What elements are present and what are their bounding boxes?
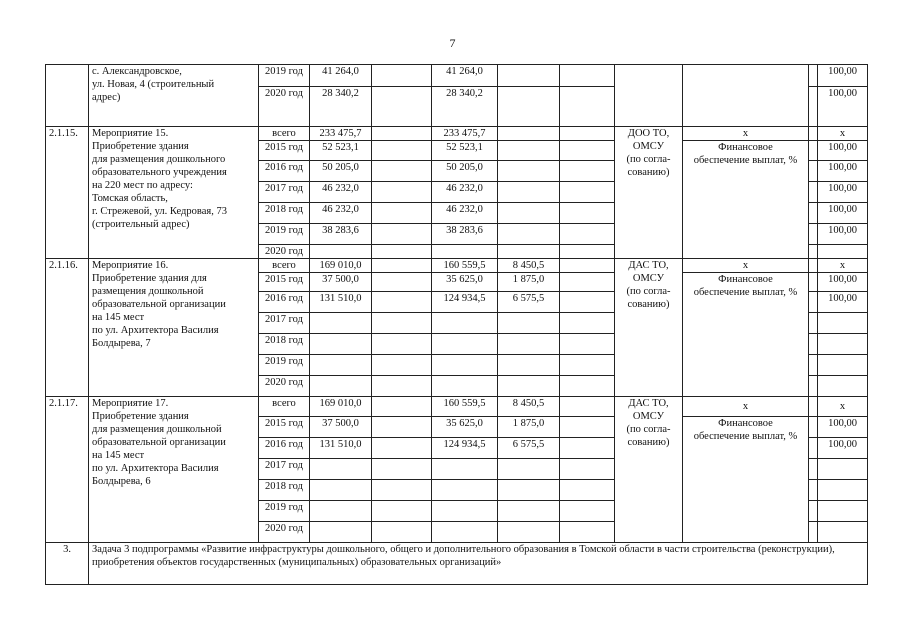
table-row [46,127,868,141]
budget-cell [560,292,615,313]
budget-cell [372,459,432,480]
budget-cell [432,334,498,355]
percent-cell: x [818,127,868,141]
responsible-cell: ДАС ТО, ОМСУ (по согла- сованию) [615,259,683,397]
budget-cell: 41 264,0 [432,65,498,87]
budget-cell: 233 475,7 [432,127,498,141]
budget-cell: 160 559,5 [432,259,498,273]
year-cell: 2019 год [259,65,310,87]
total-cell [310,313,372,334]
budget-cell [560,273,615,292]
total-cell: 37 500,0 [310,417,372,438]
budget-cell [372,417,432,438]
budget-cell [560,355,615,376]
budget-cell [372,355,432,376]
indicator-x-cell: x [683,397,809,417]
year-cell: 2016 год [259,292,310,313]
budget-cell [372,522,432,543]
budget-cell [432,459,498,480]
total-cell [310,459,372,480]
percent-cell: 100,00 [818,203,868,224]
budget-cell [560,224,615,245]
budget-cell: 38 283,6 [432,224,498,245]
budget-cell [560,417,615,438]
total-cell: 233 475,7 [310,127,372,141]
budget-cell: 46 232,0 [432,182,498,203]
budget-cell [372,182,432,203]
budget-cell [372,161,432,182]
budget-cell [498,501,560,522]
item-description-cell: Мероприятие 16. Приобретение здания для размещения дошкольной образовательной организации на 145 мест по ул. Архитектора Василия Болдырева, 7 [89,259,259,397]
budget-cell [498,224,560,245]
total-cell: 169 010,0 [310,259,372,273]
spacer-cell [809,334,818,355]
year-cell: 2019 год [259,501,310,522]
percent-cell [818,376,868,397]
year-cell: 2016 год [259,161,310,182]
budget-cell [560,161,615,182]
year-cell: всего [259,397,310,417]
indicator-x-cell: x [683,127,809,141]
budget-cell [432,376,498,397]
total-cell [310,355,372,376]
percent-cell [818,245,868,259]
spacer-cell [809,245,818,259]
budget-cell [372,87,432,127]
total-cell [310,501,372,522]
percent-cell: 100,00 [818,417,868,438]
budget-cell [432,522,498,543]
budget-cell [432,355,498,376]
item-description-cell: Мероприятие 15. Приобретение здания для размещения дошкольного образовательного учреждения на 220 мест по адресу: Томская область, г. Стрежевой, ул. Кедровая, 73 (строительный адрес) [89,127,259,259]
spacer-cell [809,203,818,224]
percent-cell: 100,00 [818,438,868,459]
budget-cell [432,480,498,501]
table-row [46,65,868,87]
year-cell: всего [259,127,310,141]
budget-cell [372,313,432,334]
budget-cell [498,141,560,161]
budget-cell [560,259,615,273]
year-cell: 2019 год [259,224,310,245]
indicator-cell: Финансовое обеспечение выплат, % [683,273,809,397]
total-cell: 52 523,1 [310,141,372,161]
budget-cell [498,376,560,397]
budget-cell: 46 232,0 [432,203,498,224]
percent-cell: 100,00 [818,141,868,161]
year-cell: 2015 год [259,273,310,292]
percent-cell: 100,00 [818,292,868,313]
program-activities-table [45,64,868,585]
budget-cell [372,273,432,292]
budget-cell: 8 450,5 [498,397,560,417]
budget-cell [372,376,432,397]
budget-cell [498,459,560,480]
spacer-cell [809,161,818,182]
budget-cell [560,141,615,161]
item-number-cell: 2.1.17. [46,397,89,543]
total-cell: 28 340,2 [310,87,372,127]
indicator-cell: Финансовое обеспечение выплат, % [683,141,809,259]
total-cell: 46 232,0 [310,182,372,203]
budget-cell [372,438,432,459]
budget-cell [560,438,615,459]
budget-cell: 8 450,5 [498,259,560,273]
budget-cell [372,203,432,224]
spacer-cell [809,438,818,459]
year-cell: 2020 год [259,522,310,543]
budget-cell [498,182,560,203]
percent-cell: 100,00 [818,65,868,87]
budget-cell [560,313,615,334]
total-cell: 37 500,0 [310,273,372,292]
task-number-cell: 3. [46,543,89,585]
budget-cell [498,522,560,543]
budget-cell [498,203,560,224]
page-number: 7 [449,36,456,50]
spacer-cell [809,292,818,313]
budget-cell [372,141,432,161]
budget-cell [432,313,498,334]
indicator-x-cell: x [683,259,809,273]
budget-cell [560,480,615,501]
budget-cell [372,480,432,501]
percent-cell: 100,00 [818,87,868,127]
table-row [46,397,868,417]
budget-cell [560,65,615,87]
task-title-cell: Задача 3 подпрограммы «Развитие инфраструктуры дошкольного, общего и дополнительного образования в Томской области в части строительства (реконструкции), приобретения объектов государственных (муниципальных) образовательных организаций» [89,543,868,585]
percent-cell [818,480,868,501]
spacer-cell [809,480,818,501]
budget-cell [498,334,560,355]
budget-cell [372,397,432,417]
budget-cell [560,203,615,224]
table-row [46,259,868,273]
budget-cell: 1 875,0 [498,273,560,292]
budget-cell [372,224,432,245]
spacer-cell [809,522,818,543]
budget-cell [372,245,432,259]
total-cell: 169 010,0 [310,397,372,417]
budget-cell: 1 875,0 [498,417,560,438]
total-cell: 131 510,0 [310,438,372,459]
spacer-cell [809,501,818,522]
budget-cell: 52 523,1 [432,141,498,161]
total-cell: 50 205,0 [310,161,372,182]
budget-cell: 35 625,0 [432,273,498,292]
budget-cell [498,313,560,334]
year-cell: 2018 год [259,480,310,501]
percent-cell: 100,00 [818,161,868,182]
budget-cell [498,161,560,182]
percent-cell [818,522,868,543]
percent-cell: x [818,259,868,273]
year-cell: 2016 год [259,438,310,459]
spacer-cell [809,417,818,438]
responsible-cell: ДОО ТО, ОМСУ (по согла- сованию) [615,127,683,259]
year-cell: 2020 год [259,245,310,259]
budget-cell [498,245,560,259]
percent-cell [818,313,868,334]
budget-cell [560,245,615,259]
budget-cell: 124 934,5 [432,438,498,459]
budget-cell [372,292,432,313]
budget-cell [372,127,432,141]
budget-cell [560,501,615,522]
item-number-cell: 2.1.16. [46,259,89,397]
budget-cell [560,127,615,141]
budget-cell [498,65,560,87]
spacer-cell [809,459,818,480]
year-cell: 2015 год [259,417,310,438]
budget-cell [560,87,615,127]
total-cell [310,480,372,501]
total-cell [310,245,372,259]
budget-cell: 50 205,0 [432,161,498,182]
spacer-cell [809,355,818,376]
budget-cell [560,397,615,417]
budget-cell [432,501,498,522]
total-cell: 46 232,0 [310,203,372,224]
item-description-cell: Мероприятие 17. Приобретение здания для размещения дошкольной образовательной организации на 145 мест по ул. Архитектора Василия Болдырева, 6 [89,397,259,543]
year-cell: 2015 год [259,141,310,161]
percent-cell [818,334,868,355]
percent-cell [818,501,868,522]
budget-cell: 28 340,2 [432,87,498,127]
budget-cell [432,245,498,259]
percent-cell: 100,00 [818,273,868,292]
percent-cell: x [818,397,868,417]
percent-cell: 100,00 [818,182,868,203]
total-cell [310,376,372,397]
year-cell: 2017 год [259,459,310,480]
budget-cell: 35 625,0 [432,417,498,438]
table-row [46,543,868,585]
total-cell: 131 510,0 [310,292,372,313]
year-cell: 2019 год [259,355,310,376]
spacer-cell [809,182,818,203]
year-cell: 2020 год [259,376,310,397]
percent-cell [818,355,868,376]
year-cell: 2018 год [259,334,310,355]
year-cell: 2017 год [259,182,310,203]
budget-cell [498,87,560,127]
budget-cell [498,480,560,501]
year-cell: 2020 год [259,87,310,127]
budget-cell: 124 934,5 [432,292,498,313]
budget-cell [560,522,615,543]
year-cell: всего [259,259,310,273]
spacer-cell [809,313,818,334]
spacer-cell [809,127,818,141]
total-cell [310,334,372,355]
indicator-cell: Финансовое обеспечение выплат, % [683,417,809,543]
spacer-cell [809,397,818,417]
budget-cell [560,376,615,397]
year-cell: 2018 год [259,203,310,224]
percent-cell: 100,00 [818,224,868,245]
budget-cell: 6 575,5 [498,292,560,313]
spacer-cell [809,87,818,127]
responsible-cell: ДАС ТО, ОМСУ (по согла- сованию) [615,397,683,543]
budget-cell: 160 559,5 [432,397,498,417]
spacer-cell [809,141,818,161]
budget-cell [498,127,560,141]
percent-cell [818,459,868,480]
indicator-cell [683,65,809,127]
total-cell [310,522,372,543]
year-cell: 2017 год [259,313,310,334]
budget-cell [372,259,432,273]
item-number-cell [46,65,89,127]
budget-cell: 6 575,5 [498,438,560,459]
total-cell: 38 283,6 [310,224,372,245]
budget-cell [372,65,432,87]
spacer-cell [809,65,818,87]
budget-cell [560,459,615,480]
spacer-cell [809,224,818,245]
spacer-cell [809,273,818,292]
item-number-cell: 2.1.15. [46,127,89,259]
budget-cell [560,182,615,203]
total-cell: 41 264,0 [310,65,372,87]
spacer-cell [809,259,818,273]
budget-cell [372,501,432,522]
spacer-cell [809,376,818,397]
budget-cell [372,334,432,355]
responsible-cell [615,65,683,127]
item-description-cell: с. Александровское, ул. Новая, 4 (строительный адрес) [89,65,259,127]
budget-cell [498,355,560,376]
budget-cell [560,334,615,355]
